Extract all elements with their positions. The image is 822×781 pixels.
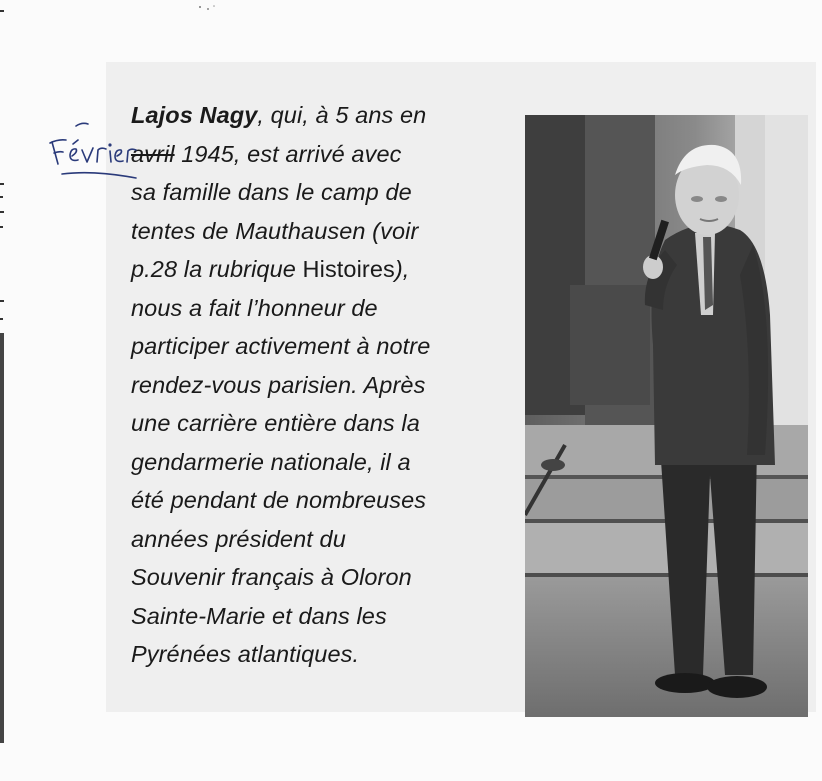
text-line: rendez-vous parisien. Après <box>131 371 426 398</box>
text-line: p.28 la rubrique Histoires), <box>131 256 410 282</box>
article-text <box>131 96 526 674</box>
text-line: avril 1945, est arrivé avec <box>131 140 402 167</box>
rubric-name: Histoires <box>302 256 395 282</box>
text-line: sa famille dans le camp de <box>131 179 412 205</box>
text-line: une carrière entière dans la <box>131 410 420 436</box>
handwritten-annotation <box>44 118 144 182</box>
scan-margin-marks <box>0 0 14 781</box>
text-line: participer activement à notre <box>131 333 431 359</box>
text-line: Lajos Nagy, qui, à 5 ans en <box>131 102 427 128</box>
text-line: Sainte-Marie et dans les <box>131 602 387 629</box>
scan-specks <box>196 0 220 10</box>
text-line: nous a fait l’honneur de <box>131 294 378 321</box>
text-line: Souvenir français à Oloron <box>131 564 412 590</box>
text-line: tentes de Mauthausen (voir <box>131 217 419 244</box>
portrait-photo <box>525 115 808 717</box>
struck-word: avril <box>131 140 175 167</box>
text-line: Pyrénées atlantiques. <box>131 641 360 667</box>
person-name: Lajos Nagy <box>131 102 258 128</box>
text-line: années président du <box>131 525 346 552</box>
text-line: gendarmerie nationale, il a <box>131 448 411 475</box>
text-line: été pendant de nombreuses <box>131 487 427 513</box>
